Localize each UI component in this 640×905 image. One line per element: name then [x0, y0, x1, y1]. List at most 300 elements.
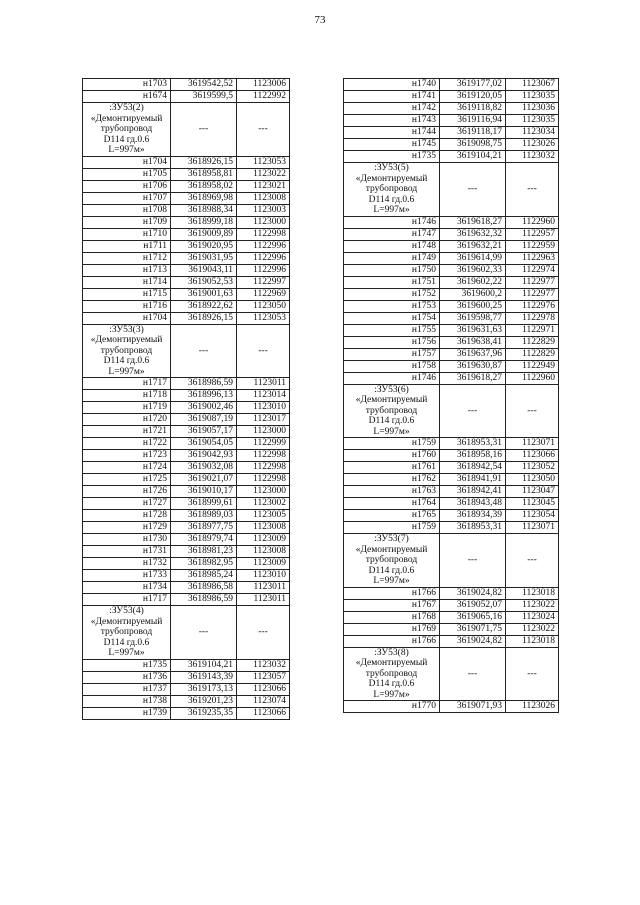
point-name-cell: н1750: [344, 264, 440, 276]
point-row: [83, 474, 290, 486]
point-name-cell: н1706: [83, 180, 171, 192]
point-name-cell: н1743: [344, 115, 440, 127]
point-row: [83, 510, 290, 522]
x-coordinate-cell: 3619118,82: [440, 103, 506, 115]
point-row: [83, 216, 290, 228]
x-coordinate-cell: 3619104,21: [171, 659, 237, 671]
point-row: [83, 486, 290, 498]
section-label-line: D114 гд.0.6: [368, 416, 415, 426]
point-row: [344, 474, 559, 486]
point-name-cell: н1704: [83, 312, 171, 324]
section-label-line: «Демонтируемый: [90, 616, 163, 627]
section-label-line: трубопровод: [365, 555, 418, 565]
point-row: [344, 115, 559, 127]
x-coordinate-cell: 3618986,59: [171, 594, 237, 606]
point-name-cell: н1741: [344, 91, 440, 103]
point-row: [344, 312, 559, 324]
section-label-line: L=997м»: [108, 145, 145, 155]
x-coordinate-cell: 3619009,89: [171, 228, 237, 240]
point-name-cell: н1760: [344, 450, 440, 462]
point-row: [344, 139, 559, 151]
y-coordinate-cell: 1123036: [506, 103, 559, 115]
y-coordinate-cell: 1123022: [506, 599, 559, 611]
section-label-line: «Демонтируемый: [90, 113, 163, 124]
point-row: [83, 570, 290, 582]
section-label-line: D114 гд.0.6: [103, 637, 150, 648]
y-coordinate-cell: 1122998: [237, 474, 290, 486]
y-coordinate-cell: 1123000: [237, 486, 290, 498]
point-name-cell: н1754: [344, 312, 440, 324]
point-row: [83, 91, 290, 103]
x-coordinate-cell: 3618989,03: [171, 510, 237, 522]
coordinates-table-right: [343, 78, 559, 713]
point-name-cell: н1705: [83, 168, 171, 180]
x-coordinate-cell: 3619020,95: [171, 240, 237, 252]
x-coordinate-cell: 3619618,27: [440, 216, 506, 228]
empty-value-dash: ---: [440, 647, 506, 701]
y-coordinate-cell: 1123032: [237, 659, 290, 671]
point-name-cell: н1745: [344, 139, 440, 151]
x-coordinate-cell: 3619630,87: [440, 360, 506, 372]
y-coordinate-cell: 1123008: [237, 546, 290, 558]
y-coordinate-cell: 1123009: [237, 558, 290, 570]
point-name-cell: н1763: [344, 486, 440, 498]
x-coordinate-cell: 3618942,54: [440, 462, 506, 474]
x-coordinate-cell: 3619042,93: [171, 450, 237, 462]
point-row: [83, 683, 290, 695]
point-name-cell: н1757: [344, 348, 440, 360]
x-coordinate-cell: 3619638,41: [440, 336, 506, 348]
section-label-line: L=997м»: [108, 366, 145, 377]
point-name-cell: н1715: [83, 288, 171, 300]
point-row: [344, 300, 559, 312]
x-coordinate-cell: 3619201,23: [171, 695, 237, 707]
y-coordinate-cell: 1122957: [506, 228, 559, 240]
y-coordinate-cell: 1123035: [506, 115, 559, 127]
x-coordinate-cell: 3619071,75: [440, 623, 506, 635]
y-coordinate-cell: 1123011: [237, 378, 290, 390]
point-name-cell: н1735: [344, 151, 440, 163]
y-coordinate-cell: 1122998: [237, 228, 290, 240]
x-coordinate-cell: 3618969,98: [171, 192, 237, 204]
x-coordinate-cell: 3618996,13: [171, 390, 237, 402]
empty-value-dash: ---: [440, 163, 506, 217]
point-name-cell: н1726: [83, 486, 171, 498]
point-row: [344, 91, 559, 103]
x-coordinate-cell: 3619010,17: [171, 486, 237, 498]
point-row: [344, 372, 559, 384]
point-name-cell: н1765: [344, 510, 440, 522]
point-row: [344, 635, 559, 647]
section-label-line: :ЗУ53(4): [109, 606, 144, 616]
point-row: [83, 228, 290, 240]
point-row: [83, 450, 290, 462]
x-coordinate-cell: 3619024,82: [440, 635, 506, 647]
point-row: [344, 599, 559, 611]
y-coordinate-cell: 1123022: [237, 168, 290, 180]
point-row: [344, 360, 559, 372]
section-label-line: «Демонтируемый: [355, 658, 428, 668]
point-name-cell: н1734: [83, 582, 171, 594]
point-name-cell: н1719: [83, 402, 171, 414]
x-coordinate-cell: 3619631,63: [440, 324, 506, 336]
section-label-line: D114 гд.0.6: [368, 194, 415, 205]
x-coordinate-cell: 3619021,07: [171, 474, 237, 486]
x-coordinate-cell: 3619043,11: [171, 264, 237, 276]
x-coordinate-cell: 3619542,52: [171, 79, 237, 91]
point-row: [344, 438, 559, 450]
point-row: [83, 288, 290, 300]
y-coordinate-cell: 1123024: [506, 611, 559, 623]
y-coordinate-cell: 1123010: [237, 570, 290, 582]
point-name-cell: н1709: [83, 216, 171, 228]
point-row: [83, 534, 290, 546]
point-row: [344, 324, 559, 336]
point-name-cell: н1766: [344, 635, 440, 647]
point-name-cell: н1764: [344, 498, 440, 510]
point-name-cell: н1748: [344, 240, 440, 252]
point-row: [83, 671, 290, 683]
point-row: [83, 180, 290, 192]
coordinates-table-left: [82, 78, 290, 720]
y-coordinate-cell: 1123053: [237, 312, 290, 324]
x-coordinate-cell: 3619235,35: [171, 707, 237, 719]
point-row: [344, 216, 559, 228]
point-row: [83, 546, 290, 558]
x-coordinate-cell: 3619600,2: [440, 288, 506, 300]
y-coordinate-cell: 1123022: [506, 623, 559, 635]
y-coordinate-cell: 1123006: [237, 79, 290, 91]
point-row: [344, 240, 559, 252]
y-coordinate-cell: 1122977: [506, 288, 559, 300]
section-label-line: :ЗУ53(3): [109, 324, 144, 335]
point-row: [83, 438, 290, 450]
point-row: [344, 103, 559, 115]
point-name-cell: н1746: [344, 372, 440, 384]
point-name-cell: н1724: [83, 462, 171, 474]
page-number: 73: [314, 14, 326, 26]
y-coordinate-cell: 1122996: [237, 240, 290, 252]
y-coordinate-cell: 1123053: [237, 156, 290, 168]
point-row: [344, 151, 559, 163]
section-label-cell: [83, 606, 171, 660]
y-coordinate-cell: 1122976: [506, 300, 559, 312]
section-header-row: [344, 163, 559, 217]
x-coordinate-cell: 3619087,19: [171, 414, 237, 426]
section-label-line: D114 гд.0.6: [368, 679, 415, 689]
y-coordinate-cell: 1123011: [237, 582, 290, 594]
y-coordinate-cell: 1123067: [506, 79, 559, 91]
point-name-cell: н1708: [83, 204, 171, 216]
y-coordinate-cell: 1123034: [506, 127, 559, 139]
x-coordinate-cell: 3619600,25: [440, 300, 506, 312]
empty-value-dash: ---: [506, 647, 559, 701]
point-name-cell: н1717: [83, 594, 171, 606]
point-row: [344, 522, 559, 534]
section-label-line: :ЗУ53(7): [374, 534, 409, 544]
y-coordinate-cell: 1122974: [506, 264, 559, 276]
section-label-cell: [344, 647, 440, 701]
point-name-cell: н1739: [83, 707, 171, 719]
point-name-cell: н1766: [344, 587, 440, 599]
section-header-row: [83, 103, 290, 157]
point-row: [83, 414, 290, 426]
section-label-line: L=997м»: [373, 689, 410, 700]
point-row: [83, 659, 290, 671]
x-coordinate-cell: 3619120,05: [440, 91, 506, 103]
empty-value-dash: ---: [506, 534, 559, 588]
x-coordinate-cell: 3619001,63: [171, 288, 237, 300]
section-label-line: «Демонтируемый: [355, 395, 428, 405]
section-header-row: [83, 606, 290, 660]
point-name-cell: н1711: [83, 240, 171, 252]
point-name-cell: н1759: [344, 438, 440, 450]
x-coordinate-cell: 3618922,62: [171, 300, 237, 312]
section-label-line: «Демонтируемый: [355, 544, 428, 555]
x-coordinate-cell: 3619602,33: [440, 264, 506, 276]
point-name-cell: н1747: [344, 228, 440, 240]
point-name-cell: н1727: [83, 498, 171, 510]
section-header-row: [83, 324, 290, 378]
x-coordinate-cell: 3618926,15: [171, 312, 237, 324]
point-name-cell: н1759: [344, 522, 440, 534]
point-row: [83, 204, 290, 216]
point-row: [83, 402, 290, 414]
y-coordinate-cell: 1123050: [237, 300, 290, 312]
point-row: [344, 450, 559, 462]
point-name-cell: н1718: [83, 390, 171, 402]
point-row: [344, 611, 559, 623]
x-coordinate-cell: 3619104,21: [440, 151, 506, 163]
point-row: [344, 276, 559, 288]
x-coordinate-cell: 3619143,39: [171, 671, 237, 683]
point-row: [83, 192, 290, 204]
y-coordinate-cell: 1123018: [506, 587, 559, 599]
point-row: [344, 486, 559, 498]
empty-value-dash: ---: [506, 384, 559, 438]
y-coordinate-cell: 1123014: [237, 390, 290, 402]
section-label-line: :ЗУ53(6): [374, 384, 409, 395]
y-coordinate-cell: 1123050: [506, 474, 559, 486]
x-coordinate-cell: 3619599,5: [171, 91, 237, 103]
x-coordinate-cell: 3619618,27: [440, 372, 506, 384]
x-coordinate-cell: 3618988,34: [171, 204, 237, 216]
point-row: [344, 264, 559, 276]
x-coordinate-cell: 3619632,21: [440, 240, 506, 252]
point-name-cell: н1731: [83, 546, 171, 558]
section-label-line: D114 гд.0.6: [368, 565, 415, 576]
point-row: [83, 300, 290, 312]
y-coordinate-cell: 1123009: [237, 534, 290, 546]
y-coordinate-cell: 1123000: [237, 216, 290, 228]
point-name-cell: н1753: [344, 300, 440, 312]
point-row: [83, 582, 290, 594]
section-label-line: :ЗУ53(8): [374, 647, 409, 658]
y-coordinate-cell: 1123008: [237, 522, 290, 534]
point-name-cell: н1723: [83, 450, 171, 462]
y-coordinate-cell: 1122959: [506, 240, 559, 252]
point-name-cell: н1742: [344, 103, 440, 115]
section-label-cell: [344, 534, 440, 588]
x-coordinate-cell: 3618941,91: [440, 474, 506, 486]
point-row: [344, 701, 559, 713]
point-row: [344, 510, 559, 522]
section-label-cell: [83, 324, 171, 378]
y-coordinate-cell: 1123026: [506, 139, 559, 151]
point-row: [344, 348, 559, 360]
x-coordinate-cell: 3619052,07: [440, 599, 506, 611]
point-name-cell: н1717: [83, 378, 171, 390]
section-header-row: [344, 534, 559, 588]
point-name-cell: н1761: [344, 462, 440, 474]
point-name-cell: н1762: [344, 474, 440, 486]
x-coordinate-cell: 3618986,59: [171, 378, 237, 390]
y-coordinate-cell: 1122949: [506, 360, 559, 372]
section-label-line: L=997м»: [373, 205, 410, 215]
point-row: [83, 498, 290, 510]
point-name-cell: н1730: [83, 534, 171, 546]
point-row: [83, 240, 290, 252]
section-label-line: трубопровод: [365, 184, 418, 194]
section-label-line: трубопровод: [100, 124, 153, 134]
y-coordinate-cell: 1123003: [237, 204, 290, 216]
x-coordinate-cell: 3619116,94: [440, 115, 506, 127]
section-label-line: «Демонтируемый: [355, 173, 428, 184]
point-row: [83, 252, 290, 264]
y-coordinate-cell: 1122977: [506, 276, 559, 288]
section-label-line: трубопровод: [365, 668, 418, 679]
y-coordinate-cell: 1123008: [237, 192, 290, 204]
y-coordinate-cell: 1123005: [237, 510, 290, 522]
x-coordinate-cell: 3618934,39: [440, 510, 506, 522]
y-coordinate-cell: 1123035: [506, 91, 559, 103]
section-label-line: трубопровод: [365, 405, 418, 416]
x-coordinate-cell: 3618953,31: [440, 438, 506, 450]
x-coordinate-cell: 3618943,48: [440, 498, 506, 510]
y-coordinate-cell: 1122829: [506, 336, 559, 348]
section-label-cell: [83, 103, 171, 157]
x-coordinate-cell: 3618958,02: [171, 180, 237, 192]
y-coordinate-cell: 1122978: [506, 312, 559, 324]
point-name-cell: н1732: [83, 558, 171, 570]
point-name-cell: н1710: [83, 228, 171, 240]
x-coordinate-cell: 3619098,75: [440, 139, 506, 151]
y-coordinate-cell: 1123011: [237, 594, 290, 606]
x-coordinate-cell: 3619057,17: [171, 426, 237, 438]
empty-value-dash: ---: [171, 103, 237, 157]
point-row: [83, 426, 290, 438]
empty-value-dash: ---: [171, 324, 237, 378]
empty-value-dash: ---: [237, 606, 290, 660]
point-name-cell: н1729: [83, 522, 171, 534]
y-coordinate-cell: 1123071: [506, 522, 559, 534]
point-name-cell: н1768: [344, 611, 440, 623]
point-row: [344, 228, 559, 240]
point-name-cell: н1758: [344, 360, 440, 372]
y-coordinate-cell: 1122997: [237, 276, 290, 288]
y-coordinate-cell: 1123054: [506, 510, 559, 522]
point-name-cell: н1720: [83, 414, 171, 426]
x-coordinate-cell: 3618958,16: [440, 450, 506, 462]
point-name-cell: н1756: [344, 336, 440, 348]
point-name-cell: н1770: [344, 701, 440, 713]
point-name-cell: н1749: [344, 252, 440, 264]
point-row: [83, 594, 290, 606]
y-coordinate-cell: 1123052: [506, 462, 559, 474]
y-coordinate-cell: 1122960: [506, 372, 559, 384]
point-row: [344, 498, 559, 510]
y-coordinate-cell: 1122963: [506, 252, 559, 264]
point-row: [83, 264, 290, 276]
point-name-cell: н1751: [344, 276, 440, 288]
point-name-cell: н1769: [344, 623, 440, 635]
point-name-cell: н1737: [83, 683, 171, 695]
x-coordinate-cell: 3619637,96: [440, 348, 506, 360]
empty-value-dash: ---: [171, 606, 237, 660]
point-name-cell: н1703: [83, 79, 171, 91]
section-label-cell: [344, 384, 440, 438]
y-coordinate-cell: 1122829: [506, 348, 559, 360]
section-label-line: L=997м»: [108, 648, 145, 658]
section-label-line: :ЗУ53(2): [109, 103, 144, 113]
y-coordinate-cell: 1123071: [506, 438, 559, 450]
y-coordinate-cell: 1123018: [506, 635, 559, 647]
point-row: [83, 462, 290, 474]
point-name-cell: н1767: [344, 599, 440, 611]
point-row: [344, 252, 559, 264]
y-coordinate-cell: 1122996: [237, 264, 290, 276]
x-coordinate-cell: 3619024,82: [440, 587, 506, 599]
point-row: [83, 156, 290, 168]
empty-value-dash: ---: [440, 384, 506, 438]
y-coordinate-cell: 1122998: [237, 462, 290, 474]
y-coordinate-cell: 1123026: [506, 701, 559, 713]
point-name-cell: н1755: [344, 324, 440, 336]
y-coordinate-cell: 1123066: [506, 450, 559, 462]
point-row: [83, 168, 290, 180]
section-label-line: :ЗУ53(5): [374, 163, 409, 173]
y-coordinate-cell: 1123002: [237, 498, 290, 510]
x-coordinate-cell: 3618979,74: [171, 534, 237, 546]
y-coordinate-cell: 1123066: [237, 683, 290, 695]
y-coordinate-cell: 1123066: [237, 707, 290, 719]
section-label-line: трубопровод: [100, 345, 153, 356]
x-coordinate-cell: 3618953,31: [440, 522, 506, 534]
x-coordinate-cell: 3619054,05: [171, 438, 237, 450]
point-name-cell: н1707: [83, 192, 171, 204]
x-coordinate-cell: 3618982,95: [171, 558, 237, 570]
section-label-line: L=997м»: [373, 576, 410, 586]
x-coordinate-cell: 3618942,41: [440, 486, 506, 498]
point-name-cell: н1716: [83, 300, 171, 312]
section-label-line: трубопровод: [100, 627, 153, 637]
point-name-cell: н1725: [83, 474, 171, 486]
point-row: [83, 390, 290, 402]
x-coordinate-cell: 3619002,46: [171, 402, 237, 414]
x-coordinate-cell: 3618926,15: [171, 156, 237, 168]
x-coordinate-cell: 3619598,77: [440, 312, 506, 324]
point-name-cell: н1722: [83, 438, 171, 450]
point-name-cell: н1721: [83, 426, 171, 438]
x-coordinate-cell: 3619118,17: [440, 127, 506, 139]
x-coordinate-cell: 3619632,32: [440, 228, 506, 240]
y-coordinate-cell: 1123010: [237, 402, 290, 414]
x-coordinate-cell: 3618981,23: [171, 546, 237, 558]
y-coordinate-cell: 1123021: [237, 180, 290, 192]
y-coordinate-cell: 1123032: [506, 151, 559, 163]
point-name-cell: н1728: [83, 510, 171, 522]
point-row: [344, 623, 559, 635]
